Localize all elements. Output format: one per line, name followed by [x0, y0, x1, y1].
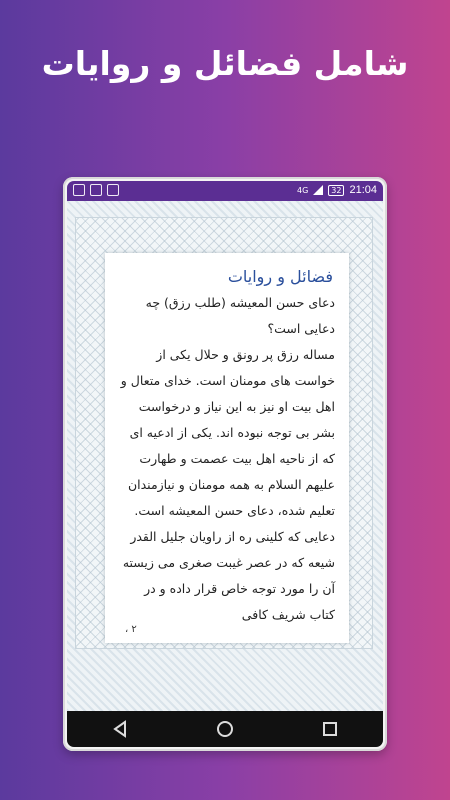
- recents-icon: [321, 720, 339, 738]
- article-title: فضائل و روایات: [227, 267, 333, 286]
- phone-screen: [67, 181, 383, 747]
- back-icon: [111, 720, 129, 738]
- status-bar: [67, 181, 383, 201]
- notification-icon: [90, 184, 102, 196]
- page-marker: ۲ ،: [125, 624, 137, 635]
- network-type: 4G: [296, 185, 309, 195]
- status-icons: [297, 184, 377, 196]
- notification-icons: [73, 184, 119, 196]
- battery-icon: 32: [328, 185, 344, 196]
- article-paragraph: مساله رزق پر رونق و حلال یکی از خواست های مومنان است. خدای متعال و اهل بیت او نیز به این نیاز و درخواست بشر بی توجه نبوده اند. یکی از ادعیه ای که از ناحیه اهل بیت عصمت و طهارت علیهم السلام به همه مومنان و نیازمندان تعلیم شده، دعای حسن المعیشه است. دعایی که کلینی ره از راویان جلیل القدر شیعه که در عصر غیبت صغری می زیسته آن را مورد توجه خاص قرار داده و در کتاب شریف کافی: [120, 347, 335, 622]
- recents-button[interactable]: [300, 714, 360, 744]
- promo-headline: شامل فضائل و روایات: [41, 44, 409, 83]
- reader-background: [67, 201, 383, 711]
- article-page[interactable]: [105, 253, 349, 643]
- home-icon: [216, 720, 234, 738]
- notification-icon: [73, 184, 85, 196]
- home-button[interactable]: [195, 714, 255, 744]
- phone-frame: [63, 177, 387, 751]
- clock: 21:04: [349, 184, 377, 196]
- back-button[interactable]: [90, 714, 150, 744]
- notification-icon: [107, 184, 119, 196]
- signal-icon: [313, 185, 323, 195]
- article-body: [119, 290, 335, 628]
- android-nav-bar: [67, 711, 383, 747]
- article-paragraph: دعای حسن المعیشه (طلب رزق) چه دعایی است؟: [145, 295, 335, 336]
